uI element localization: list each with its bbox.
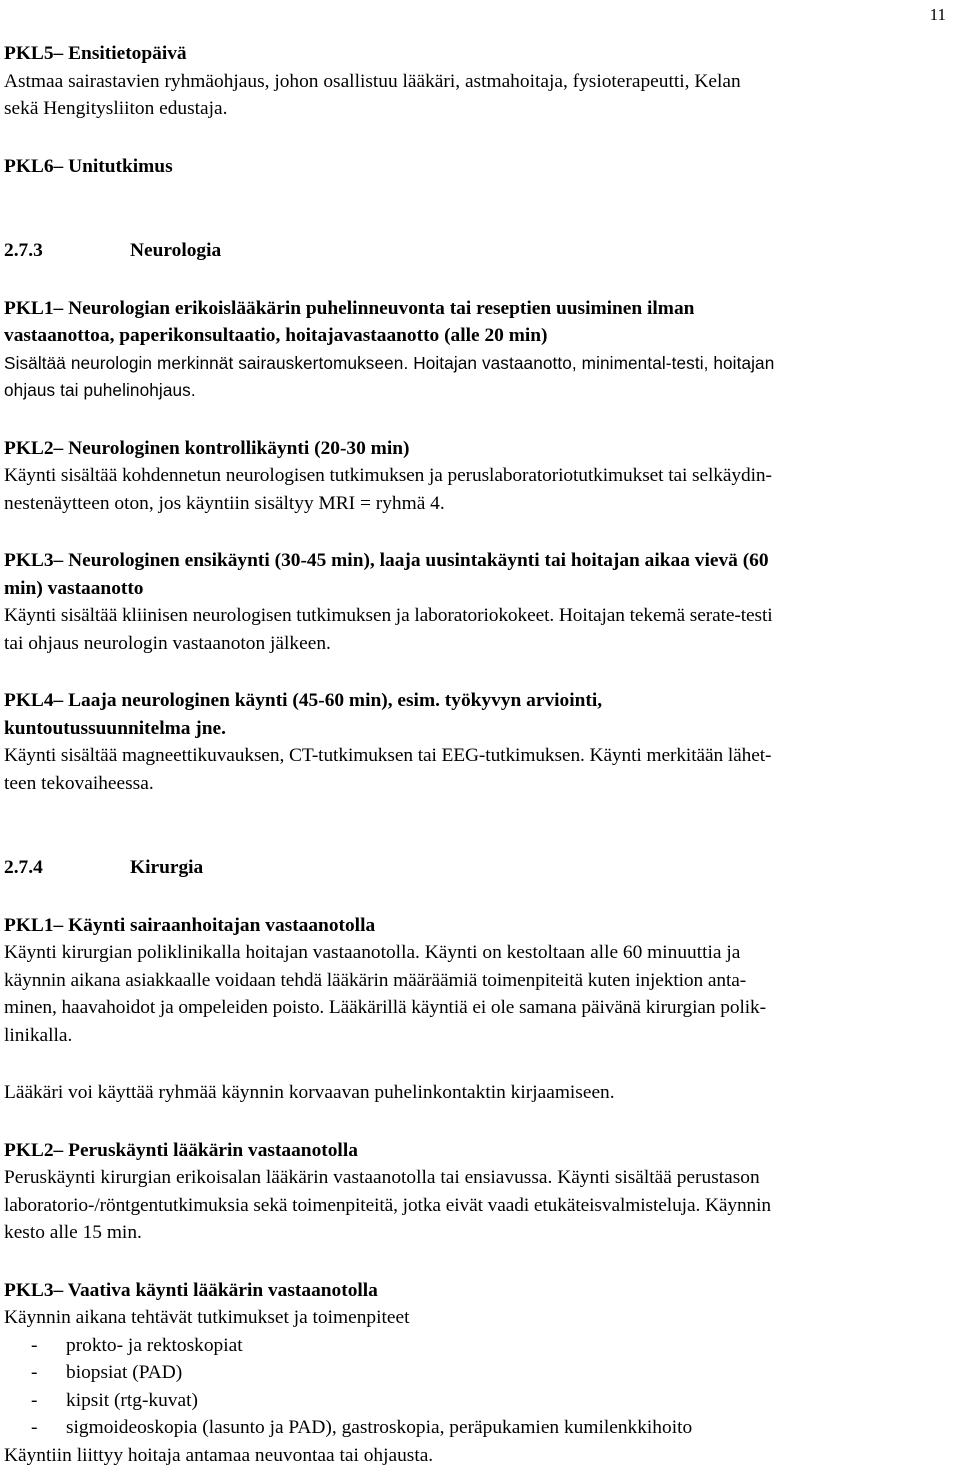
kirurgia-pkl2-block	[4, 1137, 954, 1247]
section-number: 2.7.3	[4, 237, 130, 265]
list-item-text: biopsiat (PAD)	[66, 1362, 182, 1383]
kirurgia-pkl1-title: PKL1– Käynti sairaanhoitajan vastaanotolla	[4, 912, 954, 940]
list-dash: -	[31, 1387, 37, 1415]
list-item	[4, 1414, 954, 1442]
section-number: 2.7.4	[4, 854, 130, 882]
section-label: Neurologia	[130, 237, 221, 265]
document-body	[4, 40, 954, 1469]
section-heading-kirurgia	[4, 854, 954, 882]
pkl5-text-line: Astmaa sairastavien ryhmäohjaus, johon osallistuu lääkäri, astmahoitaja, fysioterapeutti, Kelan	[4, 68, 954, 96]
kirurgia-pkl1-note	[4, 1079, 954, 1107]
pkl6-block	[4, 153, 954, 181]
list-item	[4, 1387, 954, 1415]
neurologia-pkl2-title-line: PKL2– Neurologinen kontrollikäynti (20-30 min)	[4, 435, 954, 463]
list-item	[4, 1359, 954, 1387]
neurologia-pkl1-text-line: Sisältää neurologin merkinnät sairauskertomukseen. Hoitajan vastaanotto, minimental-testi, hoitajan	[4, 350, 954, 378]
neurologia-pkl1-block	[4, 295, 954, 405]
list-dash: -	[31, 1414, 37, 1442]
list-dash: -	[31, 1359, 37, 1387]
neurologia-pkl3-text-line: Käynti sisältää kliinisen neurologisen tutkimuksen ja laboratoriokokeet. Hoitajan tekemä serate-testi	[4, 602, 954, 630]
kirurgia-pkl3-outro: Käyntiin liittyy hoitaja antamaa neuvontaa tai ohjausta.	[4, 1442, 954, 1469]
list-item-text: sigmoideoskopia (lasunto ja PAD), gastroskopia, peräpukamien kumilenkkihoito	[66, 1417, 692, 1438]
list-item-text: prokto- ja rektoskopiat	[66, 1335, 243, 1356]
section-label: Kirurgia	[130, 854, 203, 882]
list-item	[4, 1332, 954, 1360]
neurologia-pkl3-title-line: PKL3– Neurologinen ensikäynti (30-45 min), laaja uusintakäynti tai hoitajan aikaa vievä (60	[4, 547, 954, 575]
kirurgia-pkl2-title: PKL2– Peruskäynti lääkärin vastaanotolla	[4, 1137, 954, 1165]
kirurgia-pkl1-note-text: Lääkäri voi käyttää ryhmää käynnin korvaavan puhelinkontaktin kirjaamiseen.	[4, 1079, 954, 1107]
pkl5-text-line: sekä Hengitysliiton edustaja.	[4, 95, 954, 123]
list-item-text: kipsit (rtg-kuvat)	[66, 1390, 198, 1411]
procedure-list	[4, 1332, 954, 1442]
neurologia-pkl2-text-line: Käynti sisältää kohdennetun neurologisen tutkimuksen ja peruslaboratoriotutkimukset tai selkäydin-	[4, 462, 954, 490]
neurologia-pkl3-title-line: min) vastaanotto	[4, 575, 954, 603]
kirurgia-pkl2-text-line: kesto alle 15 min.	[4, 1219, 954, 1247]
page-number: 11	[930, 1, 946, 29]
neurologia-pkl4-title-line: PKL4– Laaja neurologinen käynti (45-60 min), esim. työkyvyn arviointi,	[4, 687, 954, 715]
pkl6-title: PKL6– Unitutkimus	[4, 153, 954, 181]
list-dash: -	[31, 1332, 37, 1360]
neurologia-pkl4-text-line: teen tekovaiheessa.	[4, 770, 954, 798]
neurologia-pkl3-block	[4, 547, 954, 657]
neurologia-pkl1-title-line: PKL1– Neurologian erikoislääkärin puhelinneuvonta tai reseptien uusiminen ilman	[4, 295, 954, 323]
neurologia-pkl4-block	[4, 687, 954, 797]
kirurgia-pkl3-title: PKL3– Vaativa käynti lääkärin vastaanotolla	[4, 1277, 954, 1305]
neurologia-pkl4-text-line: Käynti sisältää magneettikuvauksen, CT-tutkimuksen tai EEG-tutkimuksen. Käynti merkitään lähet-	[4, 742, 954, 770]
neurologia-pkl1-text-line: ohjaus tai puhelinohjaus.	[4, 377, 954, 405]
neurologia-pkl1-title-line: vastaanottoa, paperikonsultaatio, hoitajavastaanotto (alle 20 min)	[4, 322, 954, 350]
kirurgia-pkl1-text-line: linikalla.	[4, 1022, 954, 1050]
pkl5-title: PKL5– Ensitietopäivä	[4, 40, 954, 68]
kirurgia-pkl1-block	[4, 912, 954, 1050]
section-heading-neurologia	[4, 237, 954, 265]
neurologia-pkl3-text-line: tai ohjaus neurologin vastaanoton jälkeen.	[4, 630, 954, 658]
kirurgia-pkl2-text-line: Peruskäynti kirurgian erikoisalan lääkärin vastaanotolla tai ensiavussa. Käynti sisältää perustason	[4, 1164, 954, 1192]
pkl5-block	[4, 40, 954, 123]
kirurgia-pkl1-text-line: minen, haavahoidot ja ompeleiden poisto. Lääkärillä käyntiä ei ole samana päivänä kirurgian polik-	[4, 994, 954, 1022]
kirurgia-pkl3-block	[4, 1277, 954, 1469]
neurologia-pkl2-block	[4, 435, 954, 518]
kirurgia-pkl1-text-line: Käynti kirurgian poliklinikalla hoitajan vastaanotolla. Käynti on kestoltaan alle 60 minuuttia ja	[4, 939, 954, 967]
neurologia-pkl4-title-line: kuntoutussuunnitelma jne.	[4, 715, 954, 743]
kirurgia-pkl1-text-line: käynnin aikana asiakkaalle voidaan tehdä lääkärin määräämiä toimenpiteitä kuten injektion anta-	[4, 967, 954, 995]
kirurgia-pkl3-intro: Käynnin aikana tehtävät tutkimukset ja toimenpiteet	[4, 1304, 954, 1332]
kirurgia-pkl2-text-line: laboratorio-/röntgentutkimuksia sekä toimenpiteitä, jotka eivät vaadi etukäteisvalmisteluja. Käynnin	[4, 1192, 954, 1220]
neurologia-pkl2-text-line: nestenäytteen oton, jos käyntiin sisältyy MRI = ryhmä 4.	[4, 490, 954, 518]
